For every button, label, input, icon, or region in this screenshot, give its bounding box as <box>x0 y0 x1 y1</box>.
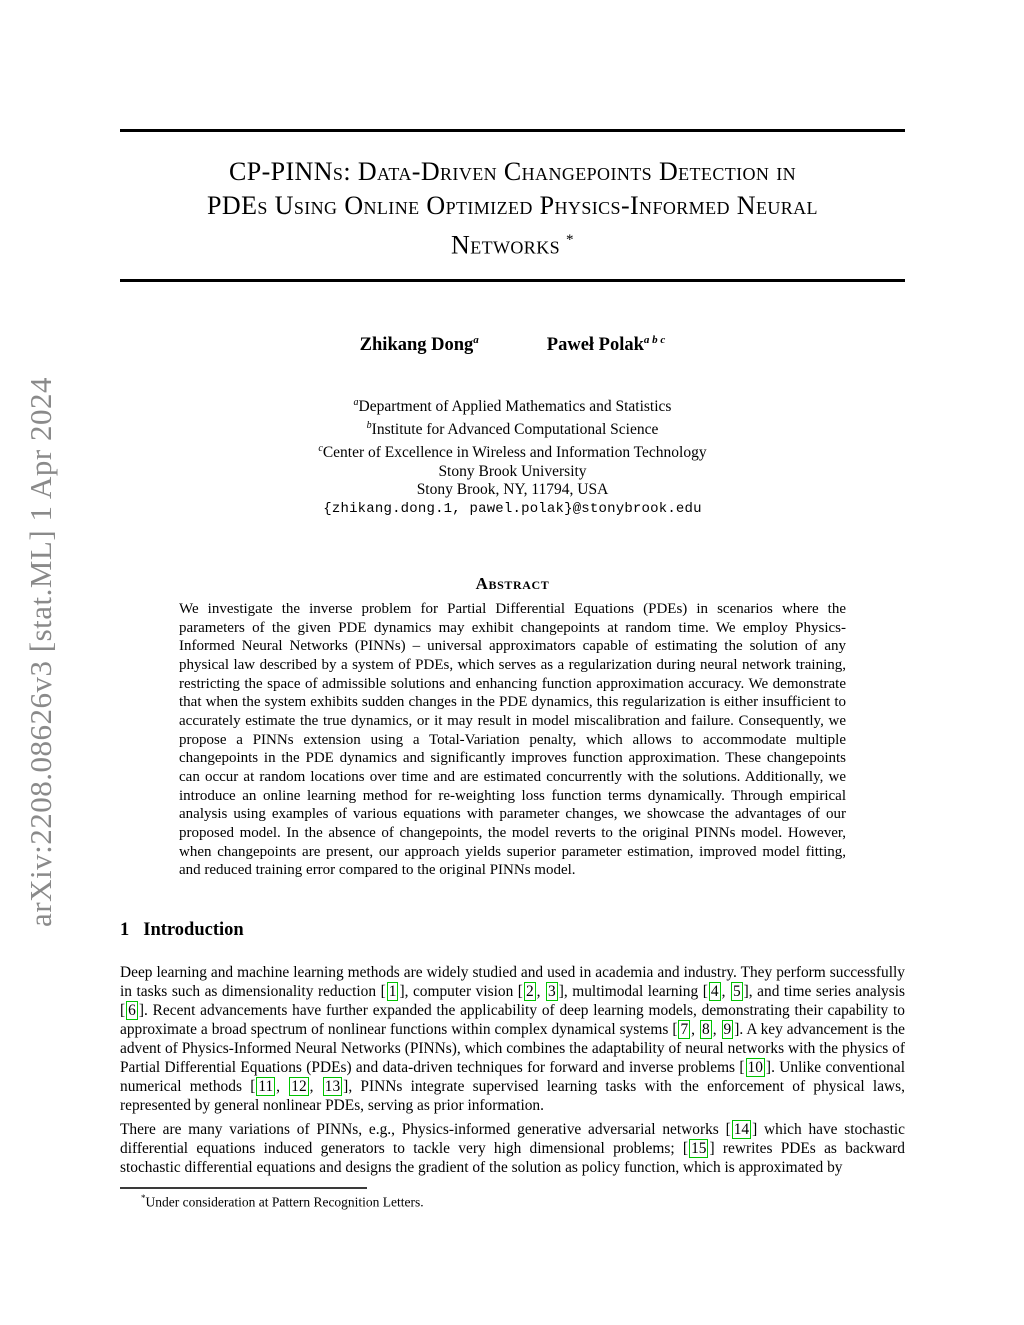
citation-link[interactable]: 9 <box>723 1021 732 1038</box>
title-rule-bottom <box>120 279 905 282</box>
footnote-marker: * <box>141 1193 146 1203</box>
citation-link[interactable]: 1 <box>388 983 397 1000</box>
author-2: Paweł Polak$^{a b c}$ <box>546 334 666 356</box>
affiliation-line: Stony Brook, NY, 11794, USA <box>416 481 609 499</box>
citation-link[interactable]: 4 <box>710 983 719 1000</box>
citation-link[interactable]: 2 <box>525 983 534 1000</box>
section-title: Introduction <box>143 920 244 940</box>
affiliation-line: $^c$Center of Excellence in Wireless and Information Technology <box>318 442 707 461</box>
author-2-affiliation-marks: a b c <box>643 334 666 346</box>
citation-link[interactable]: 11 <box>258 1078 274 1095</box>
page-title <box>120 155 905 263</box>
citation-link[interactable]: 10 <box>747 1059 763 1076</box>
affiliation-line: Stony Brook University <box>438 462 587 480</box>
arxiv-watermark: arXiv:2208.08626v3 [stat.ML] 1 Apr 2024 <box>23 377 58 927</box>
author-list <box>120 334 905 356</box>
footnote-rule <box>120 1187 367 1189</box>
affiliation-line: $^a$Department of Applied Mathematics and Statistics <box>353 397 672 416</box>
citation-link[interactable]: 7 <box>680 1021 689 1038</box>
introduction-paragraph-1: Deep learning and machine learning methods are widely studied and used in academia and industry. They perform successfully in tasks such as dimensionality reduction [ 1 ], computer vision [ 2 , 3 ], multimodal learning [ 4 , 5 ], and time series analysis [ 6 ]. Recent advancements have further expanded the applicability of deep learning models, demonstrating their capability to approximate a broad spectrum of nonlinear functions within complex dynamical systems [ 7 , 8 , 9 ]. A key advancement is the advent of Physics-Informed Neural Networks (PINNs), which combines the adaptability of neural networks with the physics of Partial Differential Equations (PDEs) and data-driven techniques for forward and inverse problems [ 10 ]. Unlike conventional numerical methods [ 11 , 12 , 13 ], PINNs integrate supervised learning tasks with the enforcement of physical laws, represented by general nonlinear PDEs, serving as prior information. <box>120 964 905 1114</box>
citation-link[interactable]: 15 <box>691 1140 707 1157</box>
title-thanks-marker: * <box>566 232 574 248</box>
footnote <box>120 1193 905 1211</box>
author-1: Zhikang Dong$^a$ <box>359 334 479 356</box>
citation-link[interactable]: 13 <box>324 1078 341 1095</box>
title-rule-top <box>120 129 905 132</box>
citation-link[interactable]: 12 <box>291 1078 307 1095</box>
affiliation-line: $^b$Institute for Advanced Computational Science <box>366 419 659 439</box>
author-1-affiliation-marks: a <box>473 334 479 346</box>
section-heading-introduction <box>120 920 905 941</box>
abstract-text: We investigate the inverse problem for Partial Differential Equations (PDEs) in scenarios where the parameters of the given PDE dynamics may exhibit changepoints at random time. We employ Physics-Informed Neural Networks (PINNs) – universal approximators capable of estimating the solution of any physical law described by a system of PDEs, which serves as a regularization during neural network training, restricting the space of admissible solutions and enhancing function approximation accuracy. We demonstrate that when the system exhibits sudden changes in the PDE dynamics, this regularization is either insufficient to accurately estimate the true dynamics, or it may result in model miscalibration and failure. Consequently, we propose a PINNs extension using a Total-Variation penalty, which allows to accommodate multiple changepoints in the PDE dynamics and significantly improves function approximation. These changepoints can occur at random locations over time and are estimated concurrently with the solutions. Additionally, we introduce an online learning method for re-weighting loss function terms dynamically. Through empirical analysis using examples of various equations with parameter changes, we showcase the advantages of our proposed model. In the absence of changepoints, the model reverts to the original PINNs model. However, when changepoints are present, our approach yields superior parameter estimation, improved model fitting, and reduced training error compared to the original PINNs model. <box>179 601 846 879</box>
introduction-paragraph-2: There are many variations of PINNs, e.g., Physics-informed generative adversarial networks [ 14 ] which have stochastic differential equations induced generators to tackle very high dimensional problems; [ 15 ] rewrites PDEs as backward stochastic differential equations and designs the gradient of the solution as policy function, which is approximated by <box>120 1121 905 1176</box>
author-emails: {zhikang.dong.1, pawel.polak}@stonybrook.edu <box>323 500 702 517</box>
abstract-heading: Abstract <box>475 574 550 593</box>
title-line-1: CP-PINNs: Data-Driven Changepoints Detection in <box>228 157 796 186</box>
footnote-text: Under consideration at Pattern Recognition Letters. <box>145 1194 424 1210</box>
section-number: 1 <box>120 920 130 940</box>
title-line-2: PDEs Using Online Optimized Physics-Informed Neural <box>207 191 818 220</box>
citation-link[interactable]: 6 <box>128 1002 136 1019</box>
citation-link[interactable]: 3 <box>548 983 556 1000</box>
citation-link[interactable]: 14 <box>733 1121 750 1138</box>
citation-link[interactable]: 5 <box>732 983 741 1000</box>
title-line-3: Networks * <box>451 230 574 260</box>
citation-link[interactable]: 8 <box>702 1021 710 1038</box>
affiliation-block <box>120 394 905 519</box>
